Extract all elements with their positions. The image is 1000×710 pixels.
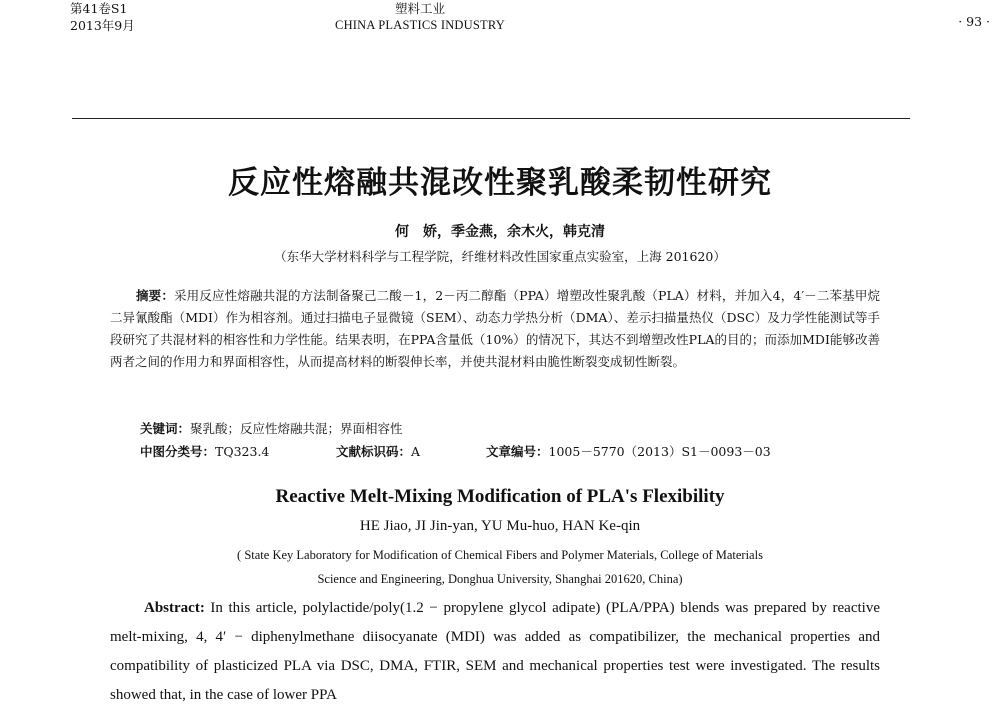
- authors-en: HE Jiao, JI Jin-yan, YU Mu-huo, HAN Ke-qin: [359, 518, 641, 534]
- keywords-label: 关键词：: [140, 421, 191, 436]
- keywords-cn: [140, 419, 403, 437]
- header-rule: [72, 118, 910, 119]
- article-label: 文章编号：: [486, 444, 549, 459]
- abstract-cn-label: 摘要：: [136, 288, 174, 303]
- affiliation-en-line2: Science and Engineering, Donghua University, Shanghai 201620, China): [317, 572, 683, 586]
- article-value: 1005－5770（2013）S1－0093－03: [548, 444, 771, 459]
- volume-label: 第41卷S1: [70, 1, 128, 16]
- issue-date: 2013年9月: [70, 18, 135, 33]
- clc-value: TQ323.4: [215, 444, 270, 459]
- authors-cn: 何 娇，季金燕，余木火，韩克清: [395, 224, 605, 240]
- abstract-cn: [110, 285, 880, 373]
- abstract-en-text: In this article, polylactide/poly(1.2 − propylene glycol adipate) (PLA/PPA) blends was prepared by reactive melt-mixing, 4, 4′ − diphenylmethane diisocyanate (MDI) was added as compatibilizer, the mechanical properties and compatibility of plasticized PLA via DSC, DMA, FTIR, SEM and mechanical properties test were investigated. The results showed that, in the case of lower PPA: [110, 600, 880, 703]
- keywords-text: 聚乳酸；反应性熔融共混；界面相容性: [190, 421, 403, 436]
- page-number: · 93 ·: [958, 14, 990, 29]
- doc-code: [336, 442, 420, 460]
- journal-name: [200, 0, 640, 34]
- doc-label: 文献标识码：: [336, 444, 412, 459]
- affiliation-cn: （东华大学材料科学与工程学院，纤维材料改性国家重点实验室，上海 201620）: [274, 249, 726, 264]
- journal-name-cn: 塑料工业: [394, 1, 445, 16]
- title-cn: 反应性熔融共混改性聚乳酸柔韧性研究: [228, 165, 772, 201]
- article-number: [486, 442, 771, 460]
- journal-name-en: CHINA PLASTICS INDUSTRY: [335, 18, 505, 32]
- doc-value: A: [411, 444, 421, 459]
- clc-label: 中图分类号：: [140, 444, 216, 459]
- affiliation-en-line1: ( State Key Laboratory for Modification of Chemical Fibers and Polymer Materials, College of Materials: [237, 548, 763, 562]
- abstract-en: [110, 594, 880, 710]
- title-en: Reactive Melt-Mixing Modification of PLA's Flexibility: [275, 486, 725, 507]
- affiliation-en: [0, 543, 1000, 591]
- abstract-en-label: Abstract:: [144, 600, 205, 616]
- clc-code: [140, 442, 269, 460]
- volume-issue: [70, 0, 135, 34]
- abstract-cn-text: 采用反应性熔融共混的方法制备聚己二酸－1，2－丙二醇酯（PPA）增塑改性聚乳酸（PLA）材料，并加入4，4′－二苯基甲烷二异氰酸酯（MDI）作为相容剂。通过扫描电子显微镜（SEM）、动态力学热分析（DMA）、差示扫描量热仪（DSC）及力学性能测试等手段研究了共混材料的相容性和力学性能。结果表明，在PPA含量低（10%）的情况下，其达不到增塑改性PLA的目的；而添加MDI能够改善两者之间的作用力和界面相容性，从而提高材料的断裂伸长率，并使共混材料由脆性断裂变成韧性断裂。: [110, 288, 880, 369]
